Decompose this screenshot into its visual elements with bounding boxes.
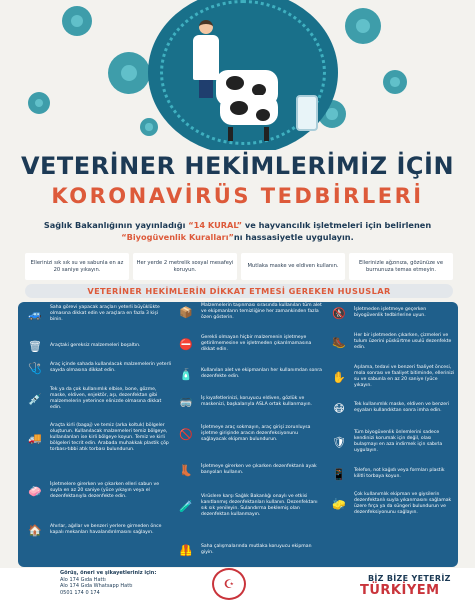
tip-no-face-touch: Ellerinizle ağzınıza, gözünüze ve burnunuza temas etmeyin. [349,253,453,280]
syringe-icon: 💉 [28,392,42,406]
contact-line: Alo 174 Gıda Whatsapp Hattı [60,583,133,589]
tip-wash-hands: Ellerinizi sık sık su ve sabunla en az 20 saniye yıkayın. [25,253,129,280]
guideline-item: 🩺 Araç içinde sahada kullanılacak malzemelerin yeterli sayıda olmasına dikkat edin. [24,360,172,376]
spray-icon: 🧴 [179,367,193,381]
sanitizer-bottle-icon [296,95,318,131]
guideline-item: 🚷 İşletmeden işletmeye geçerken biyogüvenlik tedbirlerine uyun. [328,305,456,321]
guideline-item: 🥾 Her bir işletmeden çıkarken, çizmeleri ve tulum üzerini püskürtme usulü dezenfekte edin. [328,333,456,351]
hero-illustration [0,0,475,150]
virus-icon [62,6,92,36]
stethoscope-icon: 🩺 [28,361,42,375]
guideline-item: 📦 Malzemelerin taşınması sırasında kullanılan tüm alet ve ekipmanların temizliğine her zamankinden fazla özen gösterin. [175,303,325,321]
general-tips [25,253,453,280]
guideline-item: 🧽 Çok kullanımlık ekipman ve giysilerin dezenfektanlı suyla yıkanmasını sağlamak üzere fırça ya da süngeri bulundurun ve dezenfeksiyonunu sağlayın. [328,492,456,516]
contact-title: Görüş, öneri ve şikayetleriniz için: [60,570,157,576]
trash-icon: 🗑 [28,339,42,353]
guideline-item: 🗑 Araçtaki gereksiz malzemeleri boşaltın. [24,338,172,354]
guideline-item: 🚙 Saha görevi yapacak araçları yeterli büyüklükte olmasına dikkat edin ve araçlara en fazla 3 kişi binin. [24,305,172,323]
box-icon: 📦 [179,305,193,319]
contact-info [60,570,156,596]
goggles-icon: 🥽 [179,395,193,409]
no-entry-icon: ⛔ [179,337,193,351]
phone-icon: 📱 [332,467,346,481]
prohibited-icon: 🚷 [332,306,346,320]
brush-icon: 🧽 [332,497,346,511]
boot-icon: 👢 [179,463,193,477]
virus-icon [108,52,150,94]
guideline-item: 💉 Tek ya da çok kullanımlık elbise, bone, gözme, maske, eldiven, enjektör, aşı, dezenfektan gibi malzemelerin yeterince elinizde olmasına dikkat edin. [24,387,172,411]
cow-icon [220,95,278,125]
contact-line: 0501 174 0 174 [60,589,100,596]
barn-icon: 🏠 [28,523,42,537]
disinfectant-icon: 🧪 [179,499,193,513]
guideline-item: 🥽 İş kıyafetlerinizi, koruyucu eldiven, gözlük ve maskenizi, başkalarıyla ASLA ortak kullanmayın. [175,394,325,410]
protective-suit-icon: 🦺 [179,543,193,557]
mask-icon: 😷 [333,401,345,415]
hand-wash-icon: 🧼 [28,484,42,498]
ministry-seal-icon: ☪ [212,568,246,600]
brand-name: TÜRKİYEM [360,583,440,598]
intro-text [40,220,435,243]
virus-icon [140,118,158,136]
guideline-item: 👢 İşletmeye girerken ve çıkarken dezenfektanlı ayak banyoları kullanın. [175,462,325,478]
virus-icon [28,92,50,114]
guideline-item: 😷 Tek kullanımlık maske, eldiven ve benzeri eşyaları kullandıktan sonra imha edin. [328,400,456,416]
guideline-item: 🧼 İşletmelere girerken ve çıkarken elleri sabun ve suyla en az 20 saniye (yüce yıkayın veya el dezenfektanıyla dezenfekte edin. [24,482,172,500]
intro-highlight-14-rules: “14 KURAL” [188,220,243,230]
brand-slogan: BİZ BİZE YETERİZ [368,574,451,583]
boots-icon: 🥾 [332,335,346,349]
intro-part1: Sağlık Bakanlığının yayınladığı [43,220,189,230]
intro-part3: nı hassasiyetle uygulayın. [233,231,354,242]
truck-icon: 🚚 [28,431,42,445]
shield-icon: 🛡 [332,435,346,449]
contact-line: Alo 174 Gıda Hattı [60,576,106,583]
guideline-item: ⛔ Gerekli olmayan hiçbir malzemenin işletmeye getirilmemesine ve işletmeden çıkarılmamasına dikkat edin. [175,335,325,353]
virus-icon [345,8,381,44]
virus-icon [383,70,407,94]
intro-highlight-biosecurity: “Biyogüvenlik Kuralları” [121,231,234,242]
page-title: VETERİNER HEKİMLERİMİZ İÇİN [20,152,455,180]
no-car-icon: 🚫 [179,427,193,441]
page-subtitle: KORONAVİRÜS TEDBİRLERİ [51,184,424,208]
guideline-item: 📱 Telefon, not kağıdı veya formları plastik kilitli torbaya koyun. [328,466,456,482]
guideline-item: 🦺 Saha çalışmalarında mutlaka koruyucu ekipman giyin. [175,542,325,558]
guideline-item: ✋ Aşılama, tedavi ve benzeri faaliyet öncesi, mola sonrası ve faaliyet bitiminde, ellerinizi su ve sabunla en az 20 saniye (yüce yıkayın. [328,365,456,389]
guideline-item: 🚫 İşletmeye araç sokmayın, araç girişi zorunluysa işletme girişinde aracın dezenfeksiyonunu sağlayacak ekipman bulundurun. [175,425,325,443]
tip-mask-gloves: Mutlaka maske ve eldiven kullanın. [241,253,345,280]
tip-social-distance: Her yerde 2 metrelik sosyal mesafeyi koruyun. [133,253,237,280]
section-banner: VETERİNER HEKİMLERİN DİKKAT ETMESİ GEREKEN HUSUSLAR [25,284,453,298]
guideline-item: 🚚 Araçta kirli (bagaj) ve temiz (arka koltuk) bölgeler oluşturun. Kullanılacak malzemeleri temiz bölgeye, kullanılanları ise kirli bölgeye koyun. Temiz ve kirli bölgeleri tecrit edin. Arabada muhakkak plastik çöp torbası-tıbbi atık torbası bulundurun. [24,423,172,453]
guideline-item: 🏠 Ahırlar, ağıllar ve benzeri yerlere girmeden önce kapalı mekanları havalandırılmasını sağlayın. [24,522,172,538]
intro-part2: ve hayvancılık işletmeleri için belirlenen [242,220,432,230]
guideline-item: 🧪 Virüslere karşı Sağlık Bakanlığı onaylı ve etkisi kanıtlanmış dezenfektanları kullanın. Dezenfektanı sık sık yenileyin. Sulandırma beklemiş olan dezenfektan kullanmayın. [175,494,325,518]
guideline-item: 🛡 Tüm biyogüvenlik önlemlerini sadece kendinizi korumak için değil, olası bulaşmayı en aza indirmek için sabırla uygulayın. [328,430,456,454]
hand-icon: ✋ [332,370,346,384]
footer [0,568,475,600]
car-icon: 🚙 [28,307,42,321]
guideline-item: 🧴 Kullanılan alet ve ekipmanları her kullanımdan sonra dezenfekte edin. [175,366,325,382]
